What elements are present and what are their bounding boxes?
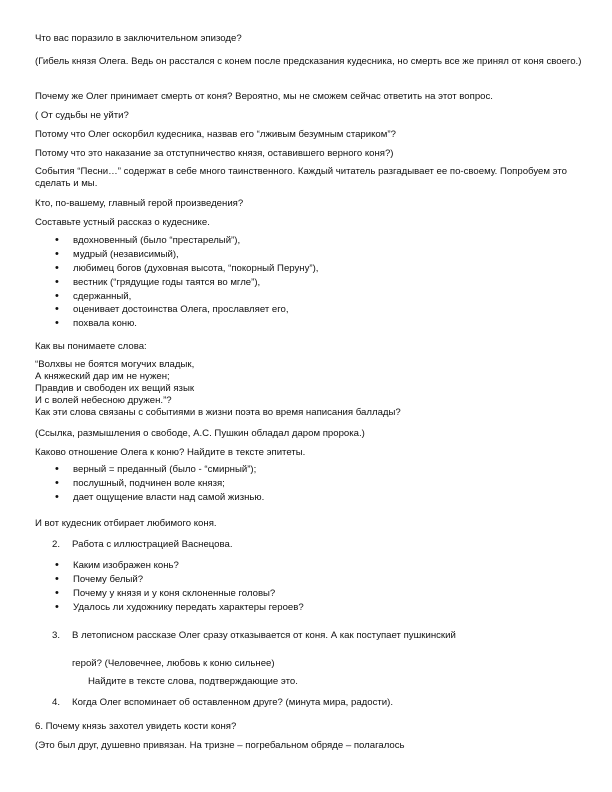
paragraph: (Ссылка, размышления о свободе, А.С. Пушкин обладал даром пророка.): [35, 428, 365, 439]
list-item: • послушный, подчинен воле князя;: [55, 477, 264, 491]
list-item: • оценивает достоинства Олега, прославляет его,: [55, 303, 318, 317]
paragraph: Почему же Олег принимает смерть от коня? Вероятно, мы не сможем сейчас ответить на этот вопрос.: [35, 91, 493, 102]
item-number: 3.: [52, 630, 61, 641]
paragraph: Каково отношение Олега к коню? Найдите в тексте эпитеты.: [35, 447, 306, 458]
numbered-item-4: [52, 697, 592, 711]
quote-line: Как эти слова связаны с событиями в жизни поэта во время написания баллады?: [35, 407, 401, 418]
epithets-list: [55, 463, 264, 505]
list-item: • Удалось ли художнику передать характеры героев?: [55, 601, 304, 615]
paragraph: Потому что это наказание за отступничество князя, оставившего верного коня?): [35, 148, 394, 159]
list-item: • верный = преданный (было - “смирный”);: [55, 463, 264, 477]
paragraph: И вот кудесник отбирает любимого коня.: [35, 518, 217, 529]
illustration-questions-list: [55, 559, 304, 615]
item-number: 2.: [52, 539, 61, 550]
paragraph: ( От судьбы не уйти?: [35, 110, 129, 121]
numbered-item-3: [52, 630, 592, 644]
paragraph: 6. Почему князь захотел увидеть кости коня?: [35, 721, 237, 732]
paragraph: Что вас поразило в заключительном эпизоде?: [35, 33, 242, 44]
list-item: • вдохновенный (было “престарелый”),: [55, 234, 318, 248]
list-item: • вестник (“грядущие годы таятся во мгле”),: [55, 276, 318, 290]
paragraph: (Это был друг, душевно привязан. На тризне – погребальном обряде – полагалось: [35, 740, 405, 751]
sorcerer-traits-list: [55, 234, 318, 331]
list-item: • любимец богов (духовная высота, “покорный Перуну”),: [55, 262, 318, 276]
list-item: • Почему у князя и у коня склоненные головы?: [55, 587, 304, 601]
list-item: • Почему белый?: [55, 573, 304, 587]
list-item: • Каким изображен конь?: [55, 559, 304, 573]
list-item: • похвала коню.: [55, 317, 318, 331]
quote-line: И с волей небесною дружен.”?: [35, 395, 172, 406]
item-number: 4.: [52, 697, 61, 708]
quote-line: “Волхвы не боятся могучих владык,: [35, 359, 195, 370]
item-task: Найдите в тексте слова, подтверждающие это.: [88, 676, 298, 687]
paragraph: Как вы понимаете слова:: [35, 341, 147, 352]
paragraph: Потому что Олег оскорбил кудесника, назвав его “лживым безумным стариком”?: [35, 129, 396, 140]
item-text: В летописном рассказе Олег сразу отказывается от коня. А как поступает пушкинский: [72, 630, 456, 641]
paragraph: Составьте устный рассказ о кудеснике.: [35, 217, 210, 228]
item-text: Работа с иллюстрацией Васнецова.: [72, 539, 233, 550]
item-text: Когда Олег вспоминает об оставленном друге? (минута мира, радости).: [72, 697, 394, 708]
paragraph: События “Песни…” содержат в себе много таинственного. Каждый читатель разгадывает ее по-своему. Попробуем это сделать и мы.: [35, 166, 567, 189]
paragraph: Кто, по-вашему, главный герой произведения?: [35, 198, 244, 209]
list-item: • сдержанный,: [55, 290, 318, 304]
list-item: • дает ощущение власти над самой жизнью.: [55, 491, 264, 505]
quote-line: А княжеский дар им не нужен;: [35, 371, 170, 382]
list-item: • мудрый (независимый),: [55, 248, 318, 262]
paragraph: (Гибель князя Олега. Ведь он расстался с конем после предсказания кудесника, но смерть все же принял от коня своего.): [35, 56, 582, 67]
numbered-item-2: [52, 539, 592, 553]
quote-line: Правдив и свободен их вещий язык: [35, 383, 195, 394]
item-continuation: герой? (Человечнее, любовь к коню сильнее): [72, 658, 275, 669]
